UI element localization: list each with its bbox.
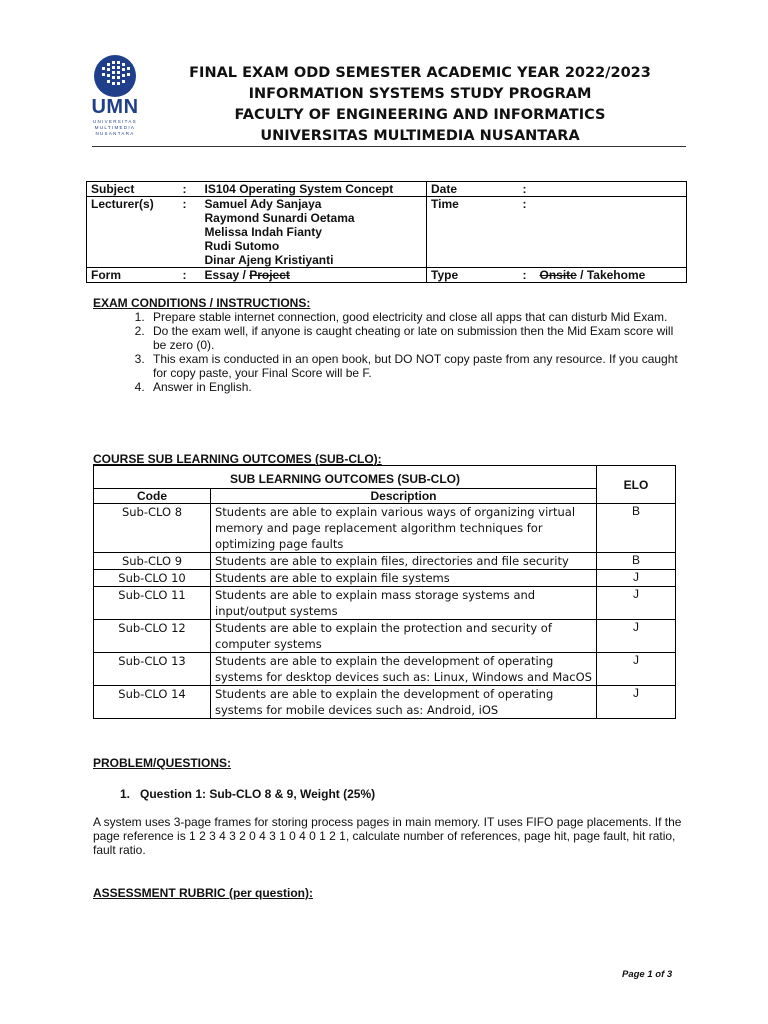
header-line: FINAL EXAM ODD SEMESTER ACADEMIC YEAR 2022/2023 <box>189 65 651 81</box>
type-value-struck: Onsite <box>539 268 577 282</box>
header-line: INFORMATION SYSTEMS STUDY PROGRAM <box>248 86 592 102</box>
colon: : <box>179 197 201 268</box>
umn-emblem-icon <box>93 54 137 98</box>
lecturer-list <box>201 197 427 268</box>
lecturer-name: Samuel Ady Sanjaya <box>204 197 322 211</box>
clo-code: Sub-CLO 12 <box>94 620 211 653</box>
logo-subtitle <box>90 119 140 137</box>
clo-table-header: SUB LEARNING OUTCOMES (SUB-CLO) <box>94 466 597 489</box>
lecturer-name: Raymond Sunardi Oetama <box>204 211 355 225</box>
clo-row <box>94 653 676 686</box>
rubric-title: ASSESSMENT RUBRIC (per question): <box>93 886 314 900</box>
clo-row <box>94 686 676 719</box>
clo-description: Students are able to explain the development of operating systems for desktop devices such as: Linux, Windows and MacOS <box>211 653 597 686</box>
colon: : <box>519 182 536 197</box>
problems-title: PROBLEM/QUESTIONS: <box>93 756 232 770</box>
subject-label: Subject <box>87 182 179 197</box>
page-number: Page 1 of 3 <box>622 969 673 980</box>
type-value <box>536 268 687 283</box>
lecturer-name: Dinar Ajeng Kristiyanti <box>204 253 334 267</box>
clo-row <box>94 504 676 553</box>
clo-elo: J <box>597 686 676 719</box>
umn-logo <box>90 54 140 137</box>
clo-description: Students are able to explain the development of operating systems for mobile devices such as: Android, iOS <box>211 686 597 719</box>
header-line: UNIVERSITAS MULTIMEDIA NUSANTARA <box>260 128 580 144</box>
form-value <box>201 268 427 283</box>
clo-row <box>94 553 676 570</box>
clo-code: Sub-CLO 10 <box>94 570 211 587</box>
info-row-subject <box>87 182 687 197</box>
code-header: Code <box>94 489 211 504</box>
clo-table <box>93 465 676 719</box>
instruction-item: 2. Do the exam well, if anyone is caught cheating or late on submission then the Mid Exam score will be zero (0). <box>148 324 683 352</box>
form-value-essay: Essay / <box>204 268 250 282</box>
clo-code: Sub-CLO 11 <box>94 587 211 620</box>
lecturer-name: Melissa Indah Fianty <box>204 225 322 239</box>
colon: : <box>519 197 536 268</box>
clo-elo: B <box>597 504 676 553</box>
clo-elo: B <box>597 553 676 570</box>
clo-elo: J <box>597 620 676 653</box>
logo-sub-line: MULTIMEDIA <box>94 125 136 130</box>
clo-row <box>94 570 676 587</box>
clo-code: Sub-CLO 8 <box>94 504 211 553</box>
instructions-title: EXAM CONDITIONS / INSTRUCTIONS: <box>93 296 311 310</box>
clo-description: Students are able to explain mass storage systems and input/output systems <box>211 587 597 620</box>
form-value-struck: Project <box>249 268 290 282</box>
logo-sub-line: UNIVERSITAS <box>93 119 137 124</box>
clo-code: Sub-CLO 13 <box>94 653 211 686</box>
question-1-text: A system uses 3-page frames for storing process pages in main memory. IT uses FIFO page placements. If the page reference is 1 2 3 4 3 2 0 4 3 1 0 4 0 1 2 1, calculate number of references, page hit, page fault, hit ratio, fault ratio. <box>93 815 682 857</box>
clo-description: Students are able to explain file systems <box>211 570 597 587</box>
date-value <box>536 182 687 197</box>
instruction-item: 1. Prepare stable internet connection, good electricity and close all apps that can disturb Mid Exam. <box>148 310 683 324</box>
logo-sub-line: NUSANTARA <box>95 131 135 136</box>
clo-code: Sub-CLO 9 <box>94 553 211 570</box>
subject-value: IS104 Operating System Concept <box>201 182 427 197</box>
logo-name: UMN <box>91 96 139 118</box>
clo-header-row <box>94 466 676 489</box>
clo-row <box>94 620 676 653</box>
type-label: Type <box>427 268 519 283</box>
colon: : <box>179 182 201 197</box>
clo-subheader-row <box>94 489 676 504</box>
header-divider <box>92 146 686 147</box>
header-line: FACULTY OF ENGINEERING AND INFORMATICS <box>234 107 606 123</box>
time-label: Time <box>427 197 519 268</box>
colon: : <box>179 268 201 283</box>
question-number: 1. <box>120 787 131 801</box>
clo-elo: J <box>597 587 676 620</box>
clo-row <box>94 587 676 620</box>
question-title: Question 1: Sub-CLO 8 & 9, Weight (25%) <box>140 787 376 801</box>
clo-elo: J <box>597 653 676 686</box>
exam-info-table <box>86 181 687 283</box>
date-label: Date <box>427 182 519 197</box>
question-1-heading <box>120 787 375 801</box>
form-label: Form <box>87 268 179 283</box>
instructions-list <box>93 310 683 394</box>
time-value <box>536 197 687 268</box>
description-header: Description <box>211 489 597 504</box>
lecturer-name: Rudi Sutomo <box>204 239 280 253</box>
clo-title: COURSE SUB LEARNING OUTCOMES (SUB-CLO): <box>93 452 382 466</box>
clo-elo: J <box>597 570 676 587</box>
colon: : <box>519 268 536 283</box>
type-value-takehome: / Takehome <box>576 268 646 282</box>
clo-code: Sub-CLO 14 <box>94 686 211 719</box>
info-row-lecturers <box>87 197 687 268</box>
lecturer-label: Lecturer(s) <box>87 197 179 268</box>
instruction-item: 3. This exam is conducted in an open book, but DO NOT copy paste from any resource. If you caught for copy paste, your Final Score will be F. <box>148 352 683 380</box>
info-row-form <box>87 268 687 283</box>
clo-description: Students are able to explain various ways of organizing virtual memory and page replacement algorithm techniques for optimizing page faults <box>211 504 597 553</box>
document-header <box>180 63 660 147</box>
elo-header: ELO <box>597 466 676 504</box>
instruction-item: 4. Answer in English. <box>148 380 683 394</box>
clo-description: Students are able to explain files, directories and file security <box>211 553 597 570</box>
clo-description: Students are able to explain the protection and security of computer systems <box>211 620 597 653</box>
